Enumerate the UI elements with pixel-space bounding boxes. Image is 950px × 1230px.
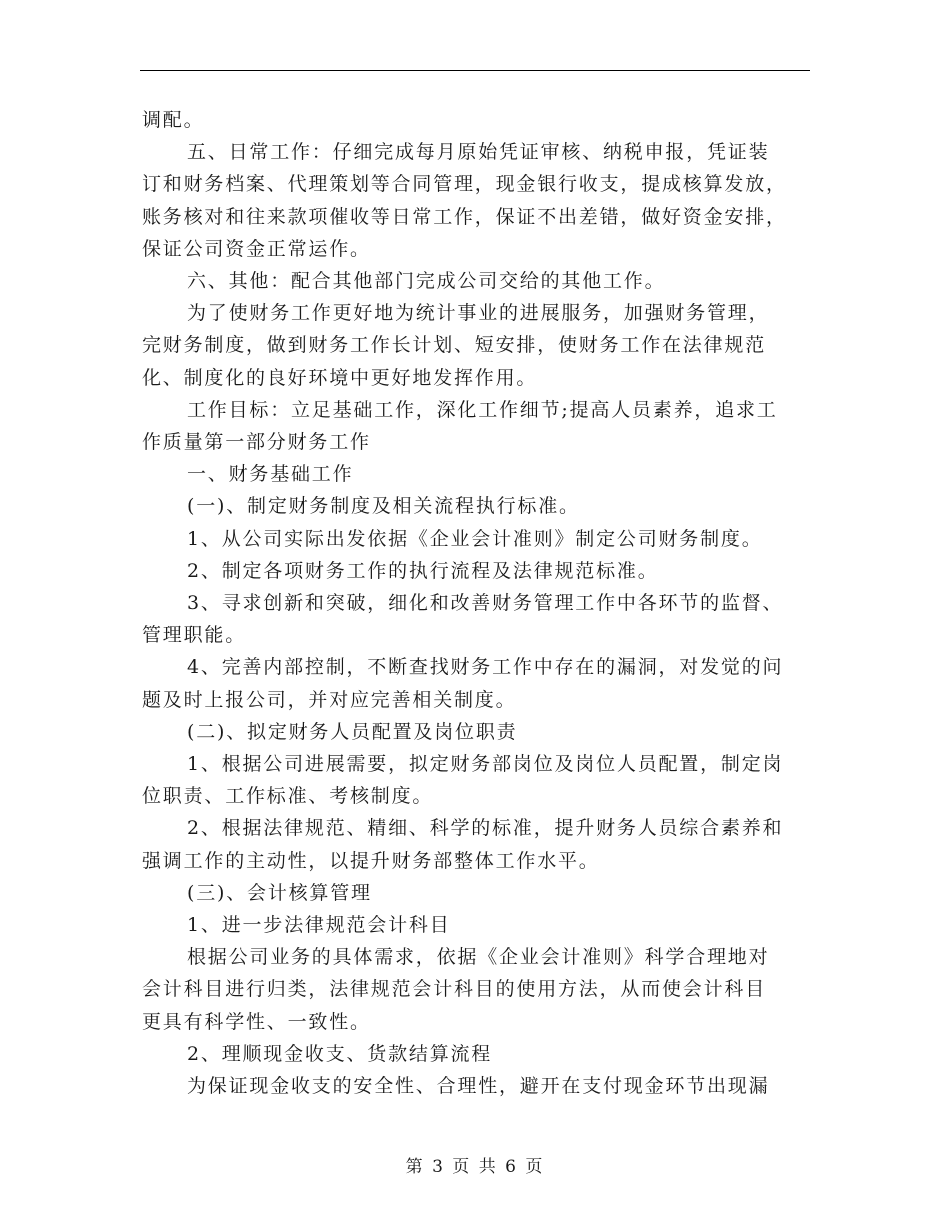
text-line: 工作目标：立足基础工作，深化工作细节;提高人员素养，追求工 (187, 398, 778, 421)
text-line: 账务核对和往来款项催收等日常工作，保证不出差错，做好资金安排， (142, 205, 787, 228)
text-line: 位职责、工作标准、考核制度。 (142, 785, 434, 808)
text-line: 1、从公司实际出发依据《企业会计准则》制定公司财务制度。 (187, 527, 763, 550)
text-line: (二)、拟定财务人员配置及岗位职责 (187, 720, 518, 743)
text-line: 化、制度化的良好环境中更好地发挥作用。 (142, 366, 538, 389)
text-line: 为了使财务工作更好地为统计事业的进展服务，加强财务管理， (187, 302, 770, 325)
text-line: 2、理顺现金收支、货款结算流程 (187, 1042, 493, 1065)
text-line: 1、根据公司进展需要，拟定财务部岗位及岗位人员配置，制定岗 (187, 753, 784, 776)
text-line: 4、完善内部控制，不断查找财务工作中存在的漏洞，对发觉的问 (187, 656, 784, 679)
text-line: 2、根据法律规范、精细、科学的标准，提升财务人员综合素养和 (187, 817, 784, 840)
text-line: 五、日常工作：仔细完成每月原始凭证审核、纳税申报，凭证装 (187, 141, 770, 164)
text-line: 3、寻求创新和突破，细化和改善财务管理工作中各环节的监督、 (187, 592, 784, 615)
text-line: 为保证现金收支的安全性、合理性，避开在支付现金环节出现漏 (187, 1075, 770, 1098)
text-line: (三)、会计核算管理 (187, 881, 372, 904)
page-number: 第 3 页 共 6 页 (405, 1157, 545, 1177)
text-line: 1、进一步法律规范会计科目 (187, 914, 451, 937)
text-line: 会计科目进行归类，法律规范会计科目的使用方法，从而使会计科目 (142, 978, 767, 1001)
text-line: 调配。 (142, 109, 205, 131)
text-line: 保证公司资金正常运作。 (142, 237, 371, 260)
header-rule (140, 70, 810, 71)
text-line: 2、制定各项财务工作的执行流程及法律规范标准。 (187, 559, 659, 582)
text-line: 强调工作的主动性，以提升财务部整体工作水平。 (142, 849, 600, 872)
text-line: 更具有科学性、一致性。 (142, 1010, 371, 1033)
text-line: 完财务制度，做到财务工作长计划、短安排，使财务工作在法律规范 (142, 334, 767, 357)
text-line: 一、财务基础工作 (187, 463, 354, 486)
text-line: (一)、制定财务制度及相关流程执行标准。 (187, 495, 580, 518)
text-line: 六、其他：配合其他部门完成公司交给的其他工作。 (187, 270, 666, 293)
text-line: 订和财务档案、代理策划等合同管理，现金银行收支，提成核算发放， (142, 173, 787, 196)
text-line: 管理职能。 (142, 624, 247, 647)
document-body (142, 104, 814, 1102)
text-line: 题及时上报公司，并对应完善相关制度。 (142, 688, 517, 711)
text-line: 作质量第一部分财务工作 (142, 431, 371, 454)
text-line: 根据公司业务的具体需求，依据《企业会计准则》科学合理地对 (187, 946, 770, 969)
